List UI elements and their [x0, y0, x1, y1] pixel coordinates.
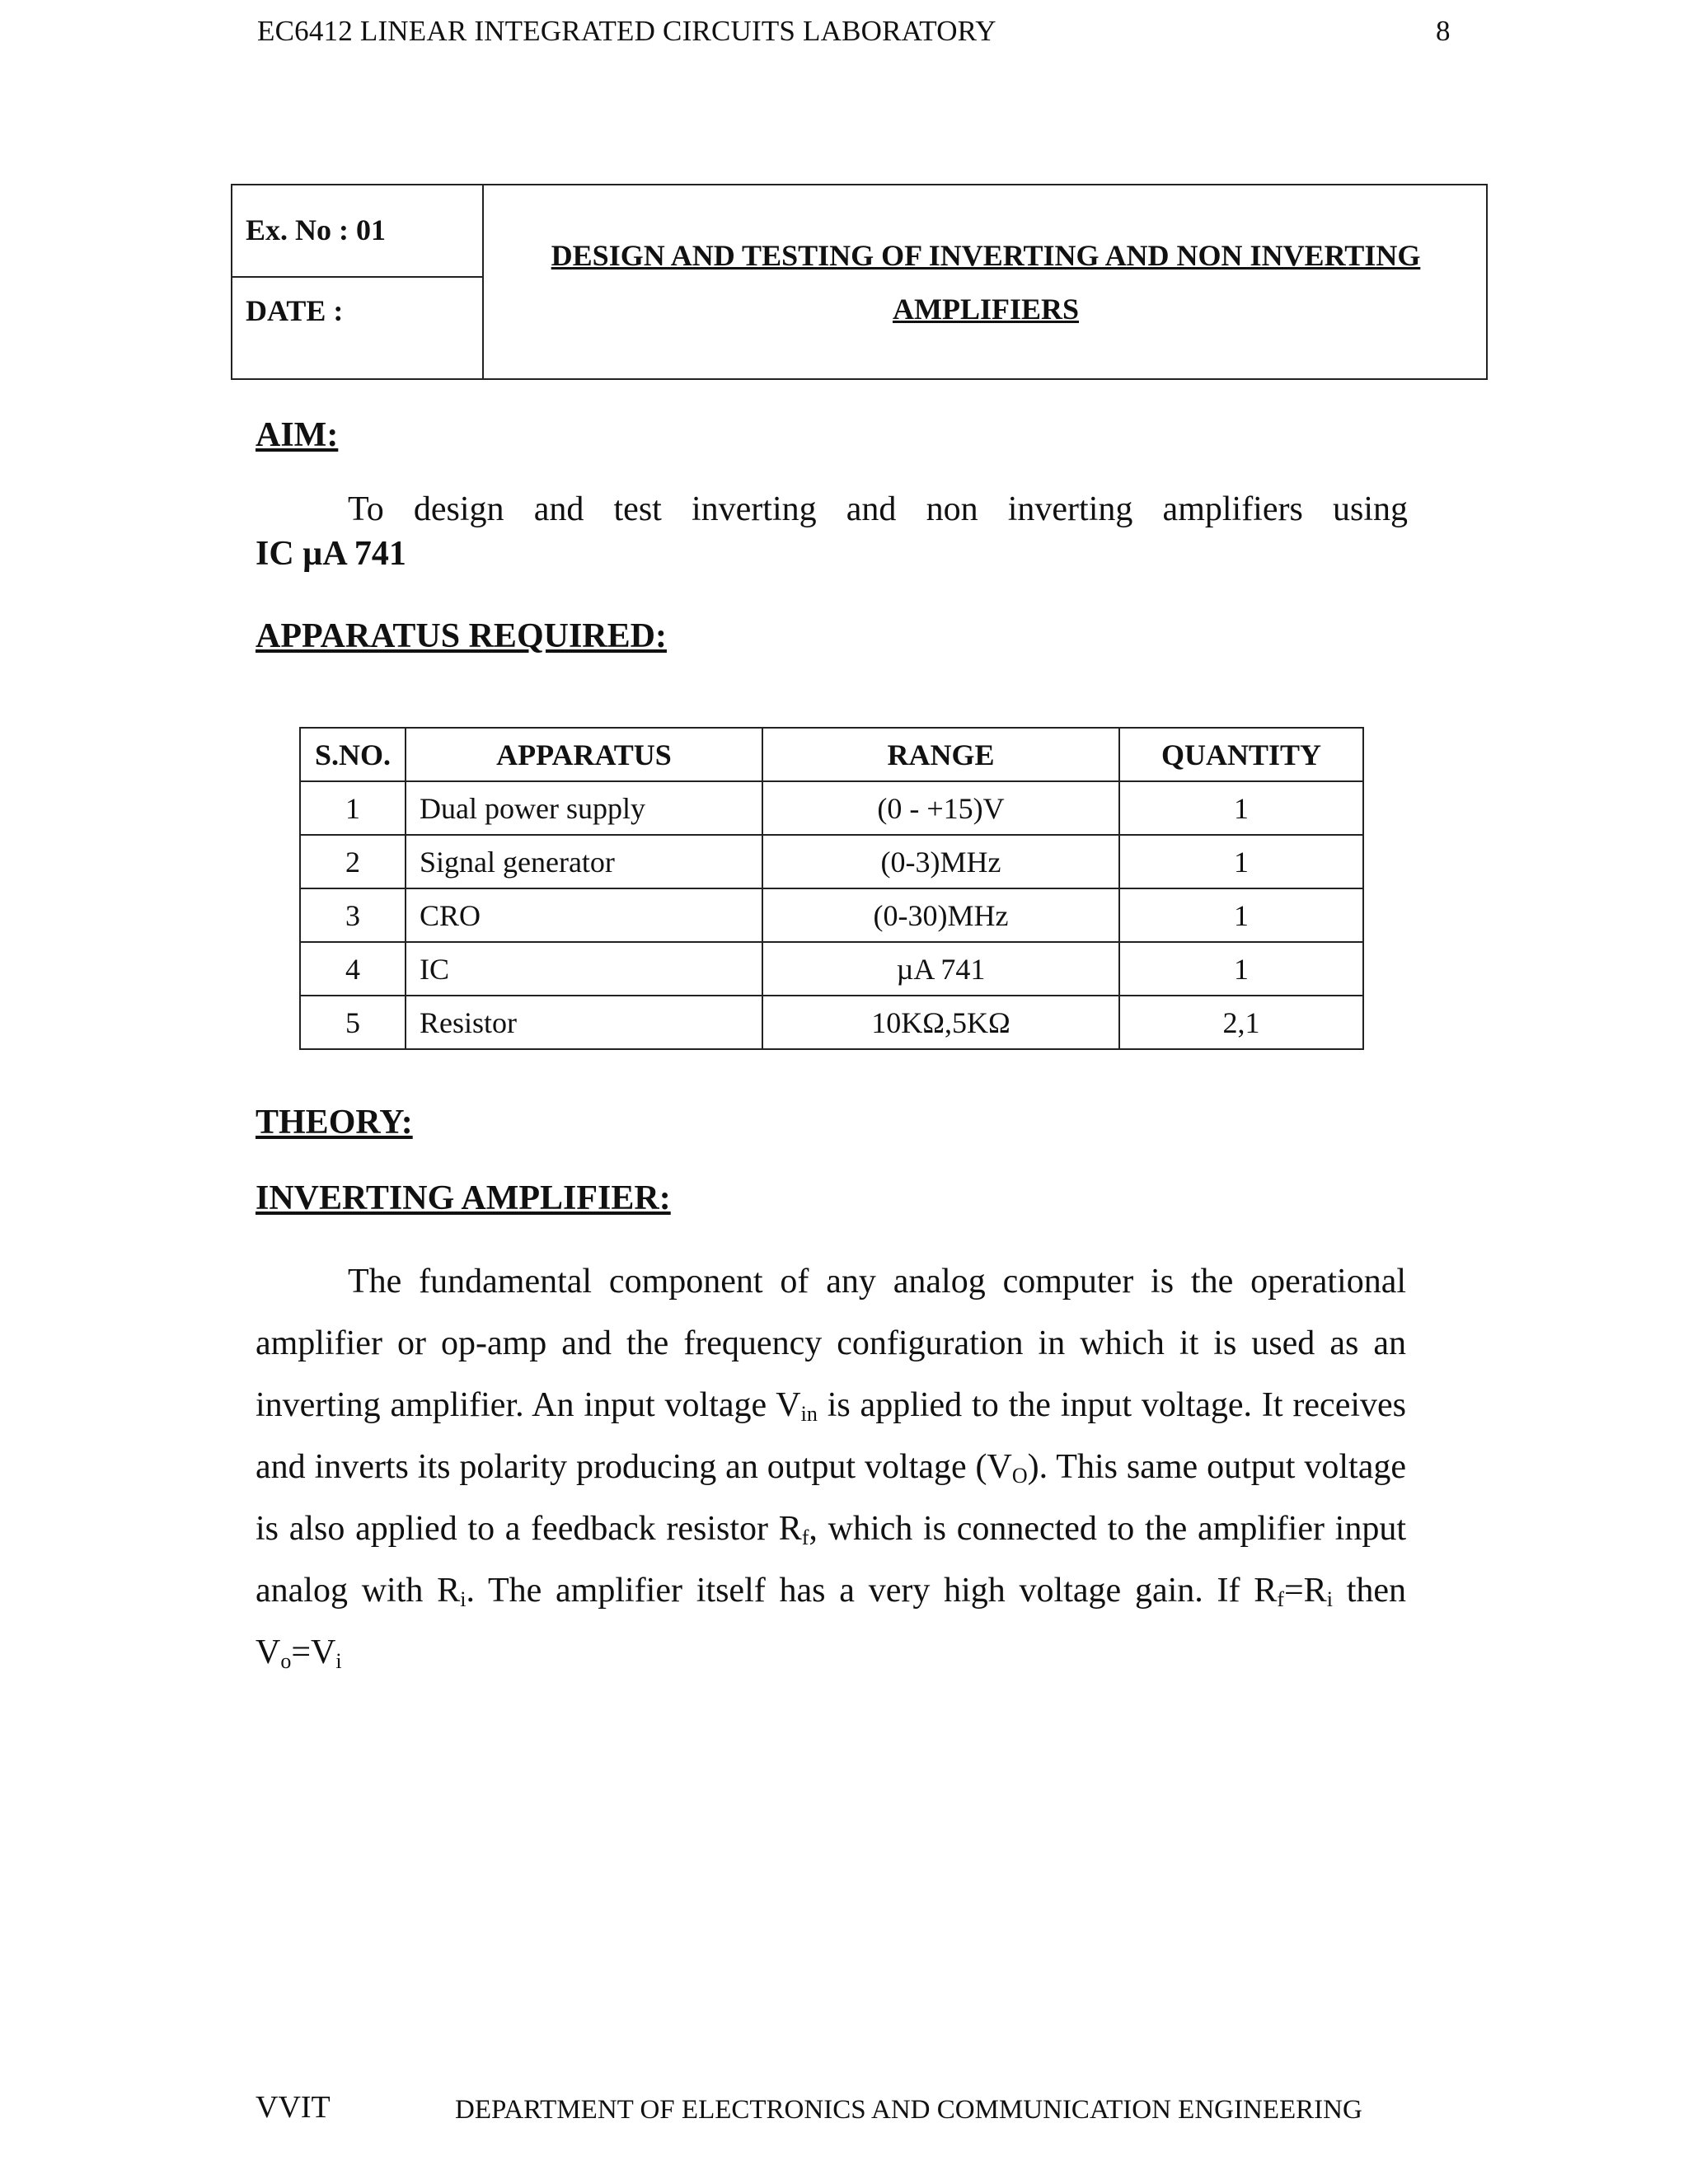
- table-row: [300, 835, 1363, 888]
- table-cell: Dual power supply: [406, 781, 762, 835]
- theory-paragraph: [256, 1251, 1406, 1684]
- subscript: o: [280, 1649, 292, 1673]
- page-number: 8: [1436, 15, 1451, 47]
- table-cell: (0-3)MHz: [762, 835, 1119, 888]
- table-cell: 3: [300, 888, 406, 942]
- subscript: f: [1277, 1587, 1284, 1611]
- footer-department: DEPARTMENT OF ELECTRONICS AND COMMUNICATION ENGINEERING: [455, 2095, 1362, 2125]
- table-cell: Resistor: [406, 996, 762, 1049]
- column-header: RANGE: [762, 728, 1119, 781]
- experiment-box-divider: [482, 184, 484, 380]
- table-cell: 1: [300, 781, 406, 835]
- table-row: [300, 942, 1363, 996]
- table-cell: 4: [300, 942, 406, 996]
- subscript: in: [800, 1402, 818, 1426]
- table-cell: (0 - +15)V: [762, 781, 1119, 835]
- table-row: [300, 888, 1363, 942]
- apparatus-table: [299, 727, 1364, 1050]
- table-cell: 2: [300, 835, 406, 888]
- paragraph-text: . The amplifier itself has a very high voltage gain. If R: [466, 1572, 1278, 1610]
- table-cell: 5: [300, 996, 406, 1049]
- table-cell: Signal generator: [406, 835, 762, 888]
- experiment-box: [231, 184, 1488, 380]
- experiment-box-divider: [231, 276, 483, 278]
- column-header: S.NO.: [300, 728, 406, 781]
- table-row: [300, 781, 1363, 835]
- experiment-title-line2: AMPLIFIERS: [892, 293, 1080, 326]
- subscript: O: [1011, 1464, 1028, 1488]
- paragraph-text: , which is connected to the amplifier input analog with R: [256, 1510, 1406, 1610]
- subscript: i: [1326, 1587, 1333, 1611]
- table-cell: 2,1: [1119, 996, 1363, 1049]
- paragraph-text: then V: [256, 1572, 1407, 1671]
- table-header-row: [300, 728, 1363, 781]
- experiment-date-label: DATE :: [246, 294, 344, 327]
- paragraph-text: is applied to the input voltage. It receives and inverts its polarity producing an output voltage (V: [256, 1386, 1406, 1486]
- paragraph-text: =R: [1283, 1572, 1327, 1610]
- subscript: f: [801, 1526, 809, 1549]
- table-cell: 1: [1119, 835, 1363, 888]
- experiment-number: Ex. No : 01: [246, 213, 386, 246]
- subscript: i: [460, 1587, 467, 1611]
- table-cell: 1: [1119, 781, 1363, 835]
- table-cell: (0-30)MHz: [762, 888, 1119, 942]
- aim-heading: AIM:: [256, 416, 339, 454]
- running-header: EC6412 LINEAR INTEGRATED CIRCUITS LABORATORY: [257, 15, 996, 47]
- subscript: i: [335, 1649, 342, 1673]
- column-header: APPARATUS: [406, 728, 762, 781]
- footer-institution: VVIT: [256, 2090, 331, 2125]
- paragraph-text: =V: [291, 1633, 336, 1671]
- table-cell: CRO: [406, 888, 762, 942]
- experiment-title-line1: DESIGN AND TESTING OF INVERTING AND NON INVERTING: [551, 239, 1421, 272]
- table-cell: 1: [1119, 942, 1363, 996]
- paragraph-text: The fundamental component of any analog computer is the operational amplifier or op-amp and the frequency configuration in which it is used as an inverting amplifier. An input voltage V: [256, 1263, 1406, 1424]
- paragraph-text: ). This same output voltage is also applied to a feedback resistor R: [256, 1448, 1407, 1548]
- theory-heading: THEORY:: [256, 1104, 413, 1141]
- table-cell: IC: [406, 942, 762, 996]
- aim-text-ic: IC µA 741: [256, 535, 406, 573]
- table-cell: 10KΩ,5KΩ: [762, 996, 1119, 1049]
- inverting-amplifier-heading: INVERTING AMPLIFIER:: [256, 1179, 671, 1217]
- table-cell: 1: [1119, 888, 1363, 942]
- table-cell: µA 741: [762, 942, 1119, 996]
- apparatus-heading: APPARATUS REQUIRED:: [256, 617, 667, 655]
- aim-text: To design and test inverting and non inverting amplifiers using: [348, 490, 1408, 528]
- column-header: QUANTITY: [1119, 728, 1363, 781]
- table-row: [300, 996, 1363, 1049]
